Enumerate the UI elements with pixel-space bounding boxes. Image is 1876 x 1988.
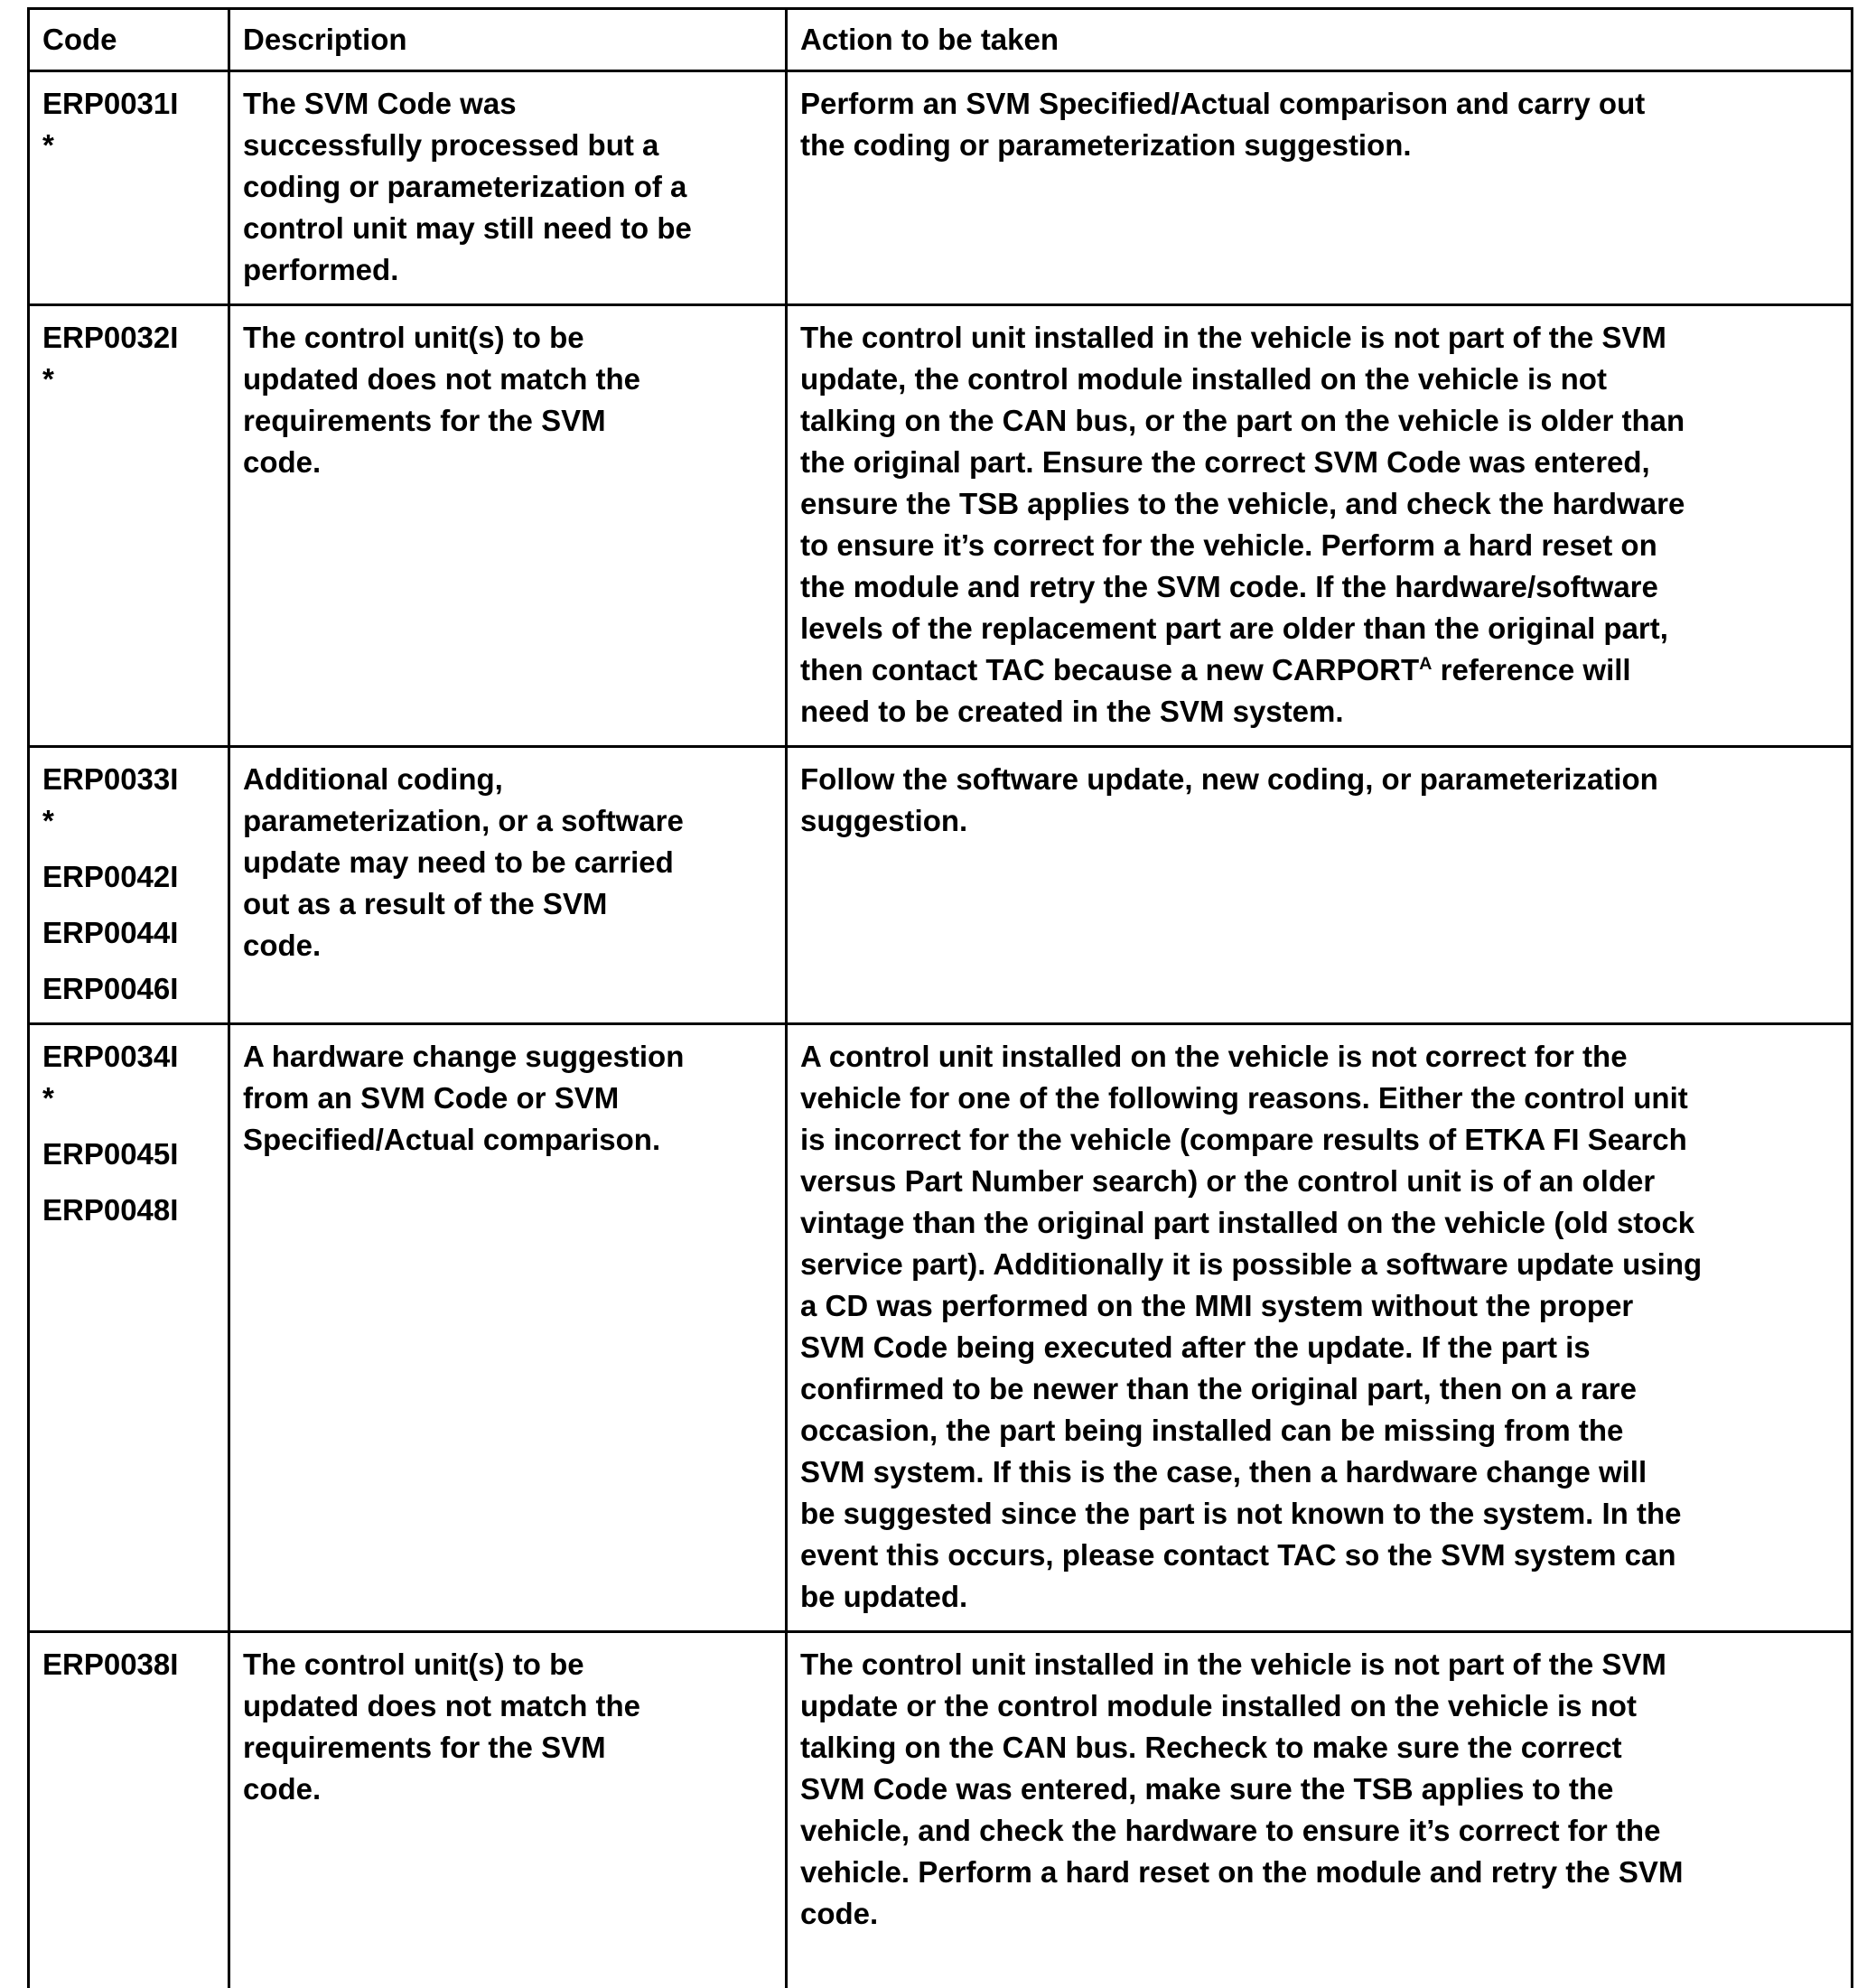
action-line: the original part. Ensure the correct SVM Code was entered,	[800, 445, 1650, 479]
code-group	[42, 83, 217, 166]
action-line: vehicle for one of the following reasons. Either the control unit	[800, 1081, 1688, 1115]
error-code: ERP0048I	[42, 1193, 179, 1227]
header-description: Description	[229, 9, 787, 71]
description-line: from an SVM Code or SVM	[243, 1081, 620, 1115]
description-line: performed.	[243, 253, 399, 286]
header-action: Action to be taken	[787, 9, 1853, 71]
code-cell	[29, 305, 229, 747]
action-line: ensure the TSB applies to the vehicle, and check the hardware	[800, 487, 1685, 520]
action-line: Perform an SVM Specified/Actual comparison and carry out	[800, 87, 1646, 120]
code-group	[42, 317, 217, 400]
description-line: code.	[243, 1772, 322, 1806]
action-line: talking on the CAN bus. Recheck to make sure the correct	[800, 1731, 1622, 1764]
error-code: ERP0032I	[42, 321, 179, 354]
code-group	[42, 1036, 217, 1119]
description-line: The SVM Code was	[243, 87, 517, 120]
description-cell	[229, 747, 787, 1024]
header-row	[29, 9, 1853, 71]
asterisk-marker: *	[42, 362, 54, 396]
action-line: versus Part Number search) or the control unit is of an older	[800, 1164, 1656, 1198]
action-cell	[787, 1024, 1853, 1632]
svm-code-table	[27, 7, 1853, 1988]
action-line: The control unit installed in the vehicle is not part of the SVM	[800, 321, 1666, 354]
code-cell	[29, 1024, 229, 1632]
code-cell	[29, 747, 229, 1024]
action-line: A control unit installed on the vehicle is not correct for the	[800, 1040, 1628, 1073]
action-line: need to be created in the SVM system.	[800, 695, 1344, 728]
error-code: ERP0034I	[42, 1040, 179, 1073]
action-line: The control unit installed in the vehicle is not part of the SVM	[800, 1647, 1666, 1681]
action-line: occasion, the part being installed can be missing from the	[800, 1414, 1624, 1447]
action-line: vintage than the original part installed on the vehicle (old stock	[800, 1206, 1695, 1239]
action-line: vehicle. Perform a hard reset on the module and retry the SVM	[800, 1855, 1684, 1889]
description-line: code.	[243, 445, 322, 479]
error-code: ERP0033I	[42, 762, 179, 796]
table-body	[29, 71, 1853, 1988]
description-line: successfully processed but a	[243, 128, 659, 162]
code-group	[42, 1134, 217, 1175]
action-line: talking on the CAN bus, or the part on the vehicle is older than	[800, 404, 1685, 437]
description-cell	[229, 305, 787, 747]
description-line: update may need to be carried	[243, 845, 674, 879]
description-line: coding or parameterization of a	[243, 170, 687, 203]
action-cell	[787, 305, 1853, 747]
description-line: The control unit(s) to be	[243, 1647, 584, 1681]
description-cell	[229, 1632, 787, 1988]
code-cell	[29, 1632, 229, 1988]
action-line: the module and retry the SVM code. If the hardware/software	[800, 570, 1658, 603]
action-line: service part). Additionally it is possible a software update using	[800, 1247, 1703, 1281]
table-row	[29, 1024, 1853, 1632]
code-cell	[29, 71, 229, 305]
action-line: levels of the replacement part are older than the original part,	[800, 611, 1668, 645]
action-line: update or the control module installed on the vehicle is not	[800, 1689, 1637, 1722]
action-line: be updated.	[800, 1580, 968, 1613]
description-line: updated does not match the	[243, 1689, 641, 1722]
header-code: Code	[29, 9, 229, 71]
description-line: A hardware change suggestion	[243, 1040, 685, 1073]
error-code: ERP0031I	[42, 87, 179, 120]
action-line: event this occurs, please contact TAC so the SVM system can	[800, 1538, 1676, 1572]
action-line: a CD was performed on the MMI system without the proper	[800, 1289, 1634, 1322]
description-cell	[229, 71, 787, 305]
description-line: code.	[243, 929, 322, 962]
table-row	[29, 1632, 1853, 1988]
code-group	[42, 1644, 217, 1685]
error-code: ERP0038I	[42, 1647, 179, 1681]
action-line: SVM Code being executed after the update. If the part is	[800, 1330, 1591, 1364]
action-line: vehicle, and check the hardware to ensure it’s correct for the	[800, 1814, 1661, 1847]
code-group	[42, 968, 217, 1010]
error-code: ERP0046I	[42, 972, 179, 1005]
description-line: updated does not match the	[243, 362, 641, 396]
action-line: suggestion.	[800, 804, 968, 837]
action-line: SVM system. If this is the case, then a hardware change will	[800, 1455, 1647, 1489]
description-line: The control unit(s) to be	[243, 321, 584, 354]
description-line: control unit may still need to be	[243, 211, 692, 245]
action-line: to ensure it’s correct for the vehicle. Perform a hard reset on	[800, 528, 1657, 562]
table-row	[29, 71, 1853, 305]
description-line: out as a result of the SVM	[243, 887, 608, 920]
action-cell	[787, 747, 1853, 1024]
description-cell	[229, 1024, 787, 1632]
code-group	[42, 856, 217, 898]
action-line: confirmed to be newer than the original part, then on a rare	[800, 1372, 1637, 1405]
code-group	[42, 1190, 217, 1231]
error-code: ERP0045I	[42, 1137, 179, 1171]
description-line: Specified/Actual comparison.	[243, 1123, 661, 1156]
action-line: is incorrect for the vehicle (compare results of ETKA FI Search	[800, 1123, 1687, 1156]
description-line: requirements for the SVM	[243, 404, 606, 437]
action-line: Follow the software update, new coding, or parameterization	[800, 762, 1658, 796]
table-row	[29, 305, 1853, 747]
action-cell	[787, 71, 1853, 305]
description-line: requirements for the SVM	[243, 1731, 606, 1764]
action-line: update, the control module installed on the vehicle is not	[800, 362, 1607, 396]
asterisk-marker: *	[42, 1081, 54, 1115]
action-line: SVM Code was entered, make sure the TSB applies to the	[800, 1772, 1614, 1806]
error-code: ERP0044I	[42, 916, 179, 949]
superscript-reference: A	[1419, 654, 1433, 674]
table-row	[29, 747, 1853, 1024]
action-line: code.	[800, 1897, 879, 1930]
code-group	[42, 912, 217, 954]
asterisk-marker: *	[42, 804, 54, 837]
description-line: parameterization, or a software	[243, 804, 684, 837]
error-code: ERP0042I	[42, 860, 179, 893]
action-cell	[787, 1632, 1853, 1988]
code-group	[42, 759, 217, 842]
asterisk-marker: *	[42, 128, 54, 162]
action-line: the coding or parameterization suggestion.	[800, 128, 1412, 162]
action-line: be suggested since the part is not known to the system. In the	[800, 1497, 1682, 1530]
action-line: then contact TAC because a new $CARPORT^A$ reference will	[800, 653, 1631, 686]
description-line: Additional coding,	[243, 762, 503, 796]
